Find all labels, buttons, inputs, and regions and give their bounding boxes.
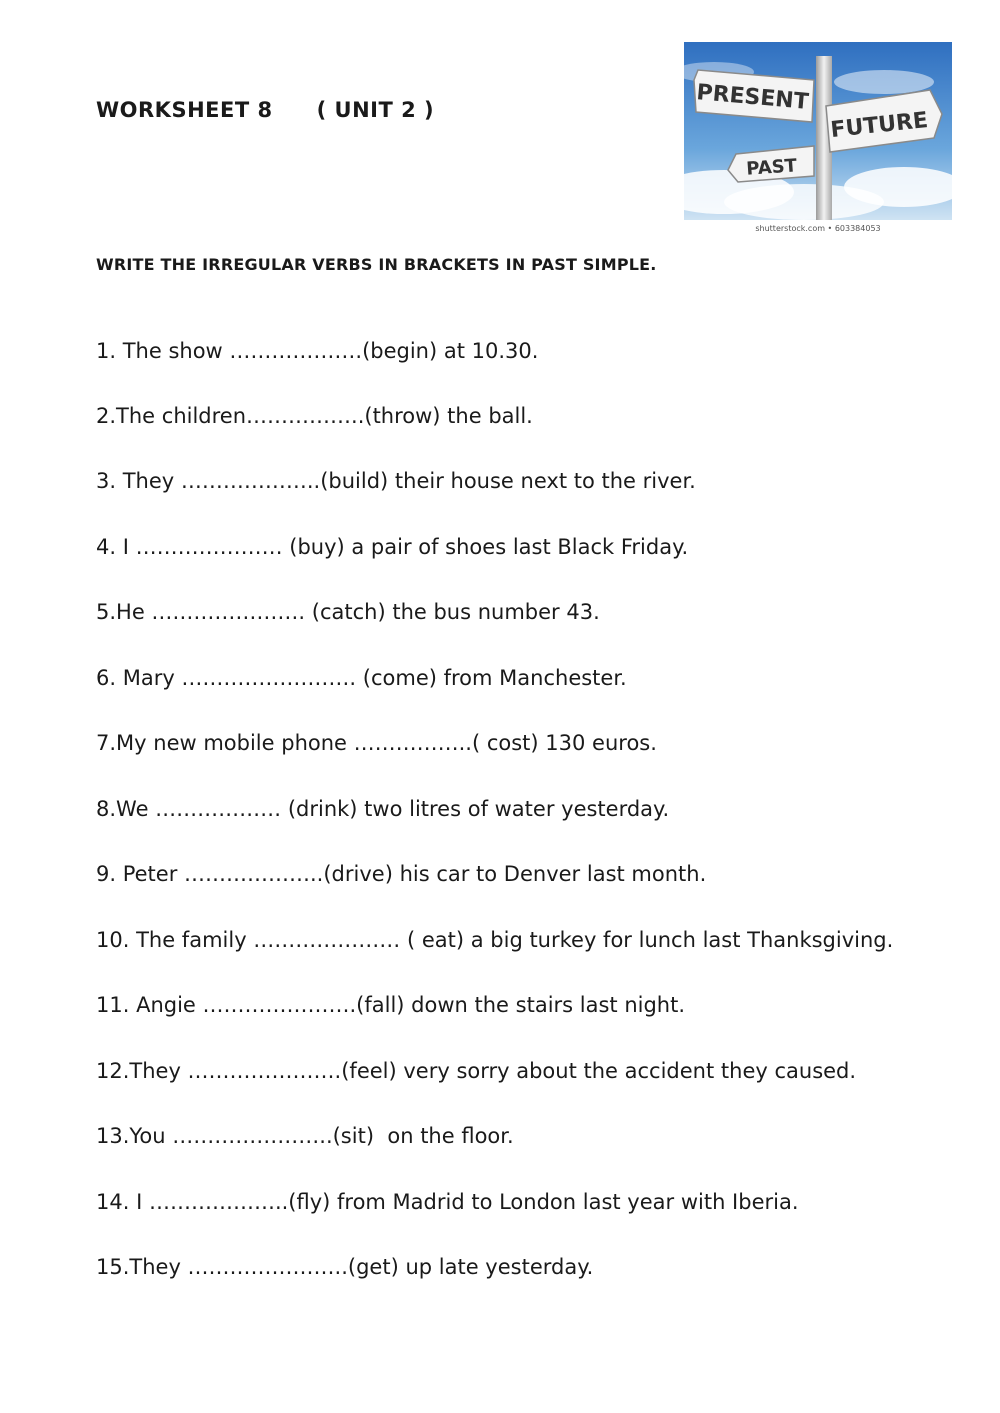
exercise-item: 9. Peter ………………..(drive) his car to Denver last month. — [96, 862, 707, 886]
worksheet-title — [96, 98, 434, 122]
image-credit: shutterstock.com • 603384053 — [755, 224, 881, 233]
past-sign-text: PAST — [745, 155, 798, 180]
exercise-item: 14. I ………………..(fly) from Madrid to London last year with Iberia. — [96, 1190, 799, 1214]
exercise-item: 8.We ……………… (drink) two litres of water yesterday. — [96, 797, 670, 821]
unit-label: ( UNIT 2 ) — [316, 98, 435, 122]
exercise-item: 12.They ………………….(feel) very sorry about the accident they caused. — [96, 1059, 857, 1083]
future-sign-text: FUTURE — [829, 107, 930, 144]
exercise-item: 2.The children……………..(throw) the ball. — [96, 404, 533, 428]
exercise-item: 15.They …………………..(get) up late yesterday. — [96, 1255, 594, 1279]
exercise-item: 6. Mary ……………………. (come) from Manchester. — [96, 666, 627, 690]
signpost-image — [684, 42, 952, 234]
exercise-item: 13.You …………………..(sit) on the floor. — [96, 1124, 514, 1148]
worksheet-number: WORKSHEET 8 — [96, 98, 273, 122]
exercise-item: 7.My new mobile phone ……………..( cost) 130 euros. — [96, 731, 657, 755]
exercise-item: 4. I ………………… (buy) a pair of shoes last Black Friday. — [96, 535, 689, 559]
exercise-item: 10. The family ………………… ( eat) a big turkey for lunch last Thanksgiving. — [96, 928, 894, 952]
exercise-item: 11. Angie ………………….(fall) down the stairs last night. — [96, 993, 686, 1017]
exercise-item: 5.He …………………. (catch) the bus number 43. — [96, 600, 600, 624]
instruction-text: WRITE THE IRREGULAR VERBS IN BRACKETS IN PAST SIMPLE. — [96, 255, 657, 274]
exercise-item: 3. They ………………..(build) their house next to the river. — [96, 469, 696, 493]
exercise-item: 1. The show ……………….(begin) at 10.30. — [96, 339, 539, 363]
present-sign-text: PRESENT — [695, 80, 810, 115]
